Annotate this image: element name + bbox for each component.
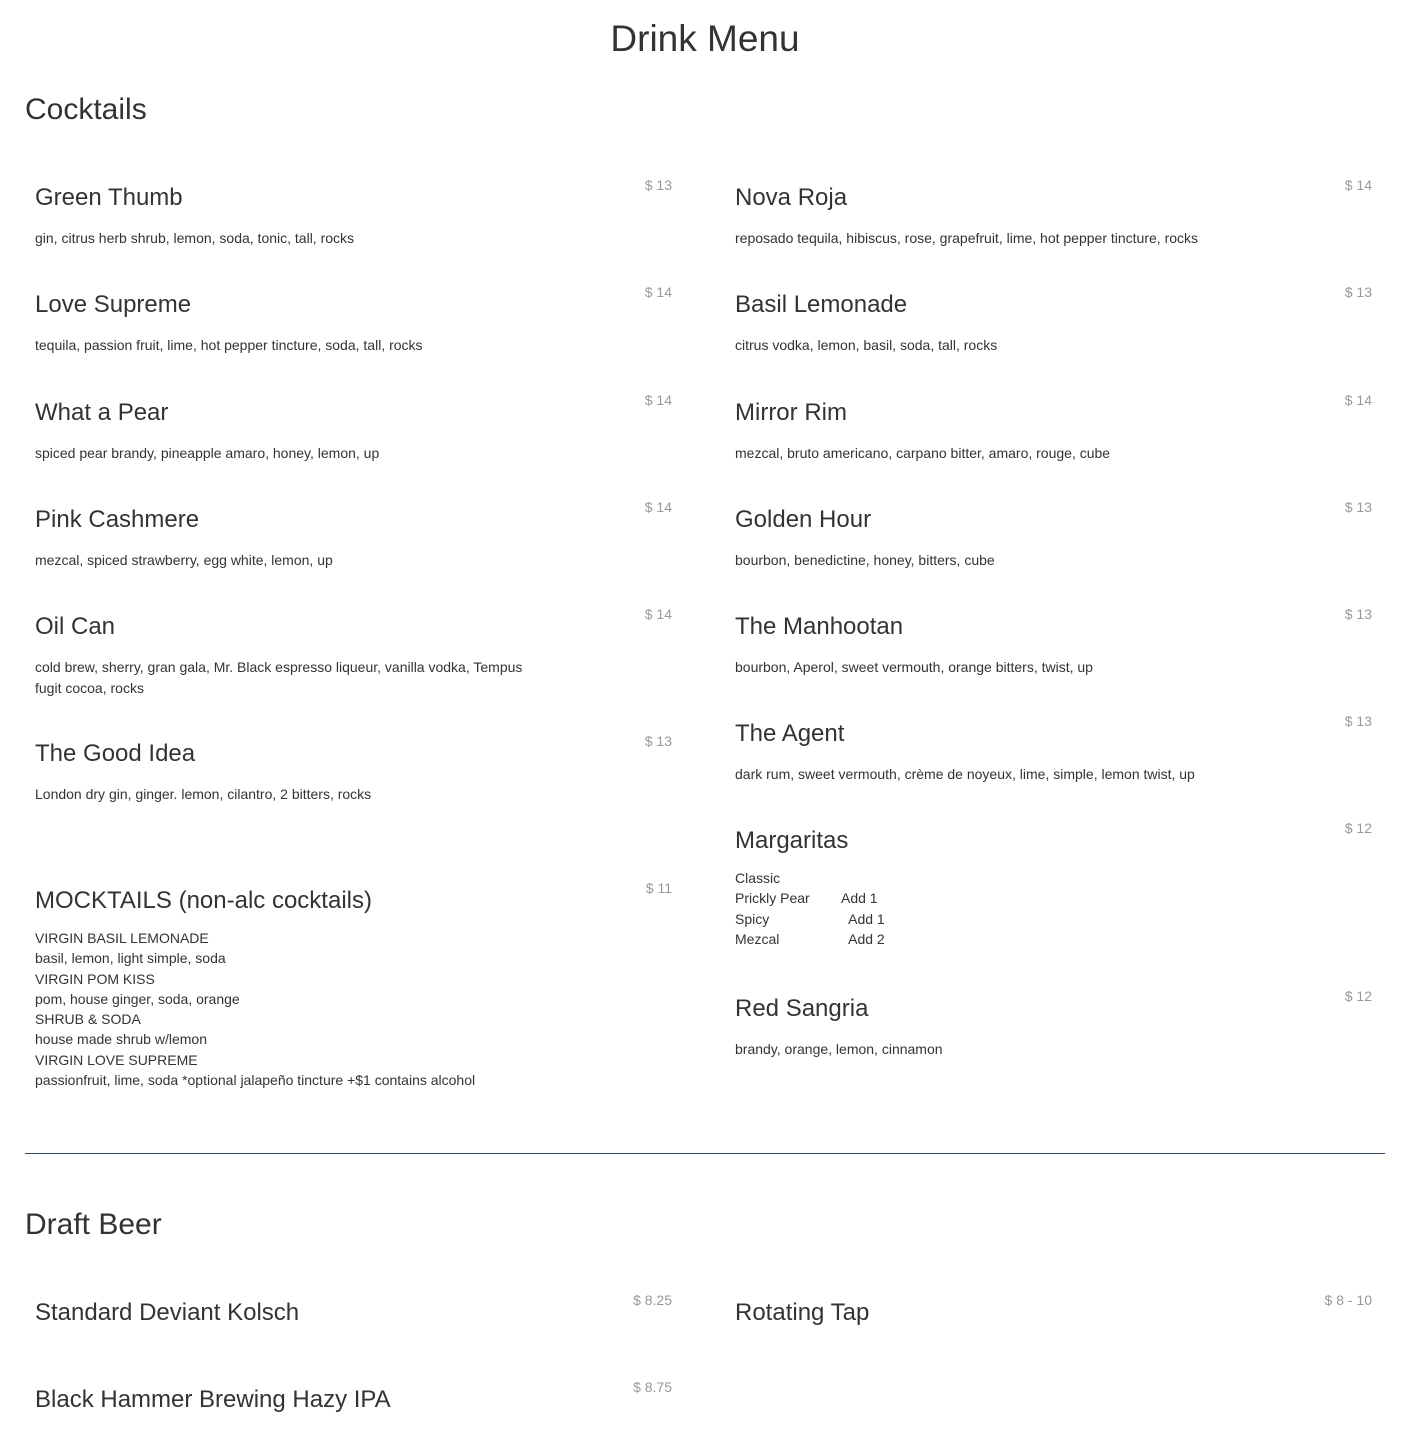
- item-price: $ 14: [644, 392, 672, 408]
- item-name: MOCKTAILS (non-alc cocktails): [35, 887, 372, 914]
- menu-item-mocktails: [35, 880, 672, 1090]
- item-name: Nova Roja: [735, 184, 848, 211]
- section-title-draft-beer: Draft Beer: [25, 1208, 162, 1241]
- menu-item-green-thumb: [35, 177, 672, 249]
- margarita-option-add: Add 1: [845, 910, 885, 927]
- menu-item-nova-roja: [735, 177, 1372, 249]
- margarita-option-add: Add 2: [845, 930, 885, 947]
- menu-item-the-agent: [735, 713, 1372, 785]
- item-description: bourbon, Aperol, sweet vermouth, orange bitters, twist, up: [735, 659, 1093, 675]
- item-name: The Agent: [735, 720, 845, 747]
- item-name: Mirror Rim: [735, 399, 847, 426]
- item-price: $ 13: [1344, 284, 1372, 300]
- item-price: $ 12: [1344, 820, 1372, 836]
- item-description: reposado tequila, hibiscus, rose, grapefruit, lime, hot pepper tincture, rocks: [735, 230, 1199, 246]
- item-name: Basil Lemonade: [735, 291, 908, 318]
- menu-item-mirror-rim: [735, 392, 1372, 464]
- menu-item-red-sangria: [735, 988, 1372, 1060]
- menu-item-oil-can: [35, 606, 672, 699]
- mocktail-line: SHRUB & SODA: [35, 1011, 141, 1028]
- item-name: Golden Hour: [735, 506, 872, 533]
- item-price: $ 8.75: [633, 1379, 672, 1395]
- mocktail-line: house made shrub w/lemon: [35, 1031, 207, 1048]
- margarita-option: [735, 888, 1372, 908]
- mocktail-line: passionfruit, lime, soda *optional jalapeño tincture +$1 contains alcohol: [35, 1072, 476, 1089]
- menu-item-the-manhootan: [735, 606, 1372, 678]
- item-price: $ 13: [644, 733, 672, 749]
- item-description: London dry gin, ginger. lemon, cilantro, 2 bitters, rocks: [35, 786, 372, 802]
- item-name: Standard Deviant Kolsch: [35, 1299, 300, 1326]
- margarita-option: [735, 868, 1372, 888]
- margarita-option: [735, 929, 1372, 949]
- item-price: $ 14: [644, 284, 672, 300]
- margarita-option: [735, 909, 1372, 929]
- item-description: mezcal, bruto americano, carpano bitter, amaro, rouge, cube: [735, 445, 1111, 461]
- margaritas-options: [735, 868, 1372, 949]
- item-price: $ 12: [1344, 988, 1372, 1004]
- menu-item-rotating-tap: [735, 1292, 1372, 1327]
- item-name: Black Hammer Brewing Hazy IPA: [35, 1386, 391, 1413]
- item-price: $ 13: [644, 177, 672, 193]
- item-price: $ 13: [1344, 606, 1372, 622]
- section-title-cocktails: Cocktails: [25, 93, 147, 126]
- item-description: tequila, passion fruit, lime, hot pepper tincture, soda, tall, rocks: [35, 337, 423, 353]
- margarita-option-add: Add 1: [841, 890, 878, 907]
- item-name: Pink Cashmere: [35, 506, 200, 533]
- menu-item-standard-deviant-kolsch: [35, 1292, 672, 1327]
- menu-item-golden-hour: [735, 499, 1372, 571]
- menu-item-what-a-pear: [35, 392, 672, 464]
- item-description: cold brew, sherry, gran gala, Mr. Black espresso liqueur, vanilla vodka, Tempus fugit cocoa, rocks: [35, 659, 523, 696]
- page-title: Drink Menu: [610, 18, 800, 59]
- mocktail-line: pom, house ginger, soda, orange: [35, 990, 240, 1007]
- mocktail-line: basil, lemon, light simple, soda: [35, 950, 226, 967]
- item-description: mezcal, spiced strawberry, egg white, lemon, up: [35, 552, 333, 568]
- menu-item-love-supreme: [35, 284, 672, 356]
- margarita-option-label: Classic: [735, 870, 781, 886]
- item-description: brandy, orange, lemon, cinnamon: [735, 1041, 943, 1057]
- item-price: $ 13: [1344, 499, 1372, 515]
- item-name: Love Supreme: [35, 291, 192, 318]
- mocktail-line: VIRGIN POM KISS: [35, 970, 155, 987]
- item-name: Green Thumb: [35, 184, 183, 211]
- menu-item-basil-lemonade: [735, 284, 1372, 356]
- margarita-option-label: Mezcal: [735, 930, 780, 947]
- margarita-option-label: Prickly Pear: [735, 890, 810, 907]
- item-price: $ 13: [1344, 713, 1372, 729]
- margarita-option-label: Spicy: [735, 910, 770, 927]
- item-price: $ 8 - 10: [1324, 1292, 1372, 1308]
- item-name: The Manhootan: [735, 613, 904, 640]
- item-price: $ 8.25: [633, 1292, 672, 1308]
- item-description: bourbon, benedictine, honey, bitters, cube: [735, 552, 995, 568]
- item-price: $ 11: [645, 880, 672, 896]
- item-description: gin, citrus herb shrub, lemon, soda, tonic, tall, rocks: [35, 230, 355, 246]
- menu-item-margaritas: [735, 820, 1372, 949]
- item-name: Oil Can: [35, 613, 116, 640]
- mocktail-line: VIRGIN BASIL LEMONADE: [35, 930, 209, 946]
- menu-item-the-good-idea: [35, 733, 672, 805]
- item-description: citrus vodka, lemon, basil, soda, tall, rocks: [735, 337, 998, 353]
- section-divider: [25, 1153, 1385, 1154]
- item-price: $ 14: [644, 606, 672, 622]
- item-name: What a Pear: [35, 399, 169, 426]
- item-name: Rotating Tap: [735, 1299, 870, 1326]
- item-price: $ 14: [1344, 392, 1372, 408]
- menu-item-pink-cashmere: [35, 499, 672, 571]
- mocktail-line: VIRGIN LOVE SUPREME: [35, 1051, 198, 1068]
- item-description: spiced pear brandy, pineapple amaro, honey, lemon, up: [35, 445, 380, 461]
- item-price: $ 14: [644, 499, 672, 515]
- item-price: $ 14: [1344, 177, 1372, 193]
- mocktails-list: [35, 928, 672, 1090]
- item-name: Margaritas: [735, 827, 849, 854]
- item-name: Red Sangria: [735, 995, 869, 1022]
- item-description: dark rum, sweet vermouth, crème de noyeux, lime, simple, lemon twist, up: [735, 766, 1195, 782]
- menu-item-black-hammer-hazy-ipa: [35, 1379, 672, 1414]
- item-name: The Good Idea: [35, 740, 196, 767]
